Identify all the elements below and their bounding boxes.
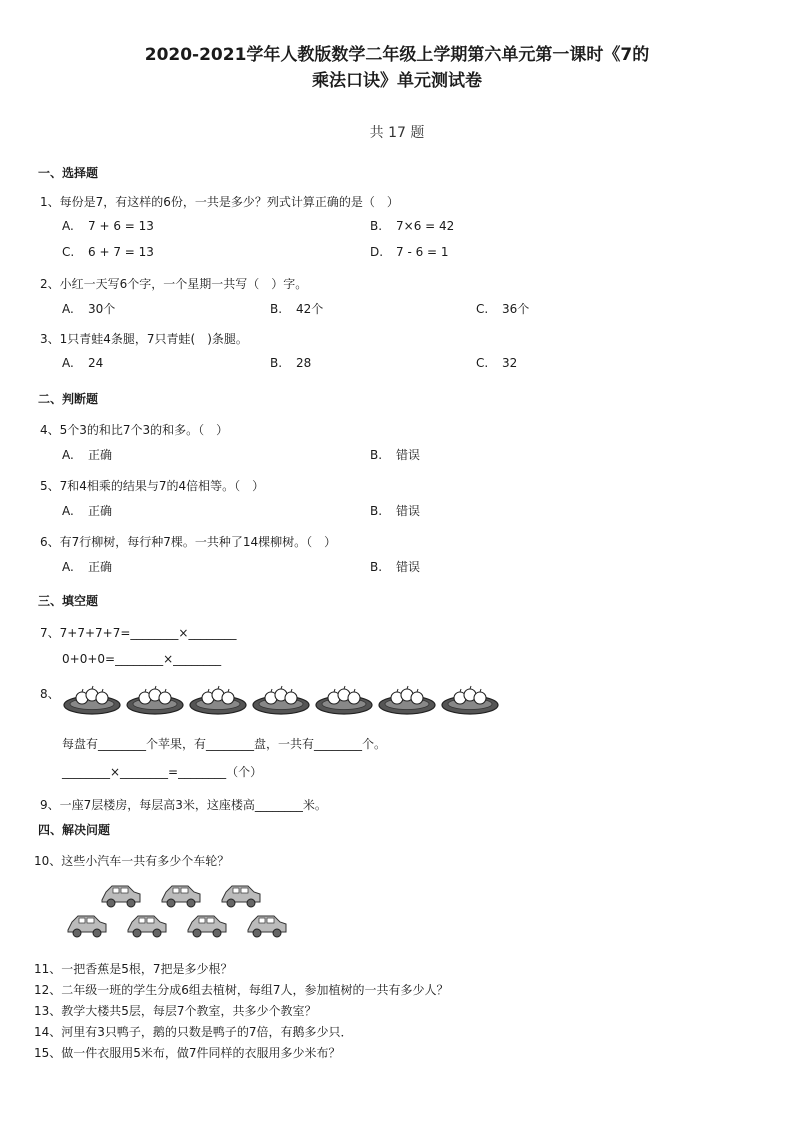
car-5 <box>128 916 166 937</box>
plate-7 <box>442 686 498 714</box>
plate-4 <box>253 686 309 714</box>
question-2-option-b[interactable] <box>270 300 323 317</box>
option-letter: A. <box>62 560 74 574</box>
question-8-label: 8、 <box>40 687 60 701</box>
apple-plates-image <box>62 683 502 717</box>
car-2 <box>162 886 200 907</box>
option-letter: B. <box>370 560 383 574</box>
car-1 <box>102 886 140 907</box>
question-2-stem: 2、小红一天写6个字，一个星期一共写（ ）字。 <box>40 277 308 291</box>
question-14-stem: 14、河里有3只鸭子，鹅的只数是鸭子的7倍，有鹅多少只． <box>34 1025 353 1039</box>
option-text: 7×6 = 42 <box>396 219 455 233</box>
option-letter: B. <box>370 219 383 233</box>
option-letter: B. <box>370 504 383 518</box>
car-4 <box>68 916 106 937</box>
question-3-option-a[interactable] <box>62 356 103 370</box>
option-text: 错误 <box>396 504 421 518</box>
car-7 <box>248 916 286 937</box>
question-5-stem: 5、7和4相乘的结果与7的4倍相等。（ ） <box>40 479 265 493</box>
page-title-line-1: 2020-2021学年人教版数学二年级上学期第六单元第一课时《7的 <box>144 45 650 65</box>
question-7-line-1: 7、7+7+7+7=________×________ <box>40 626 237 640</box>
option-letter: A. <box>62 302 74 316</box>
plate-2 <box>127 686 183 714</box>
question-13-stem: 13、教学大楼共5层，每层7个教室，共多少个教室？ <box>34 1004 317 1018</box>
car-6 <box>188 916 226 937</box>
option-letter: C. <box>62 245 75 259</box>
option-letter: C. <box>476 302 489 316</box>
question-7-line-2: 0+0+0=________×________ <box>62 652 222 666</box>
question-11-stem: 11、一把香蕉是5根，7把是多少根？ <box>34 962 233 976</box>
option-letter: A. <box>62 356 74 370</box>
question-5-option-a[interactable] <box>62 502 112 519</box>
option-text: 正确 <box>88 504 113 518</box>
question-1-option-a[interactable] <box>62 219 154 233</box>
question-4-stem: 4、5个3的和比7个3的和多。（ ） <box>40 423 229 437</box>
question-6-option-b[interactable] <box>370 558 420 575</box>
question-4-option-a[interactable] <box>62 446 112 463</box>
option-letter: A. <box>62 219 74 233</box>
question-3-option-c[interactable] <box>476 356 517 370</box>
question-12-stem: 12、二年级一班的学生分成6组去植树，每组7人，参加植树的一共有多少人？ <box>34 983 449 997</box>
option-letter: A. <box>62 448 74 462</box>
question-8-line-2: ________×________=________（个） <box>62 765 263 779</box>
option-text: 32 <box>502 356 518 370</box>
plate-3 <box>190 686 246 714</box>
option-text: 7 - 6 = 1 <box>396 245 449 259</box>
section-heading-problem-solving: 四、解决问题 <box>38 823 111 837</box>
option-text: 28 <box>296 356 312 370</box>
option-text: 30个 <box>88 302 116 316</box>
option-letter: A. <box>62 504 74 518</box>
question-2-option-c[interactable] <box>476 300 529 317</box>
option-letter: B. <box>270 302 283 316</box>
section-heading-fill-blank: 三、填空题 <box>38 594 99 608</box>
section-heading-judgement: 二、判断题 <box>38 392 99 406</box>
question-1-stem: 1、每份是7，有这样的6份，一共是多少？列式计算正确的是（ ） <box>40 195 399 209</box>
question-2-option-a[interactable] <box>62 300 115 317</box>
question-6-option-a[interactable] <box>62 558 112 575</box>
question-8-line-1: 每盘有________个苹果，有________盘，一共有________个。 <box>62 737 387 751</box>
option-text: 错误 <box>396 448 421 462</box>
plate-6 <box>379 686 435 714</box>
question-9-stem: 9、一座7层楼房，每层高3米，这座楼高________米。 <box>40 798 327 812</box>
option-letter: D. <box>370 245 384 259</box>
option-text: 错误 <box>396 560 421 574</box>
option-text: 7 + 6 = 13 <box>88 219 154 233</box>
option-letter: B. <box>370 448 383 462</box>
question-1-option-d[interactable] <box>370 245 449 259</box>
option-letter: B. <box>270 356 283 370</box>
option-text: 42个 <box>296 302 324 316</box>
question-10-stem: 10、这些小汽车一共有多少个车轮？ <box>34 854 230 868</box>
option-text: 24 <box>88 356 104 370</box>
option-text: 36个 <box>502 302 530 316</box>
question-1-option-b[interactable] <box>370 219 454 233</box>
option-text: 正确 <box>88 448 113 462</box>
section-heading-choice: 一、选择题 <box>38 166 99 180</box>
option-text: 正确 <box>88 560 113 574</box>
question-3-stem: 3、1只青蛙4条腿，7只青蛙( )条腿。 <box>40 332 248 346</box>
option-letter: C. <box>476 356 489 370</box>
plate-1 <box>64 686 120 714</box>
question-15-stem: 15、做一件衣服用5米布，做7件同样的衣服用多少米布？ <box>34 1046 341 1060</box>
question-1-option-c[interactable] <box>62 245 154 259</box>
page-title-line-2: 乘法口诀》单元测试卷 <box>312 71 482 91</box>
question-3-option-b[interactable] <box>270 356 311 370</box>
question-5-option-b[interactable] <box>370 502 420 519</box>
plate-5 <box>316 686 372 714</box>
option-text: 6 + 7 = 13 <box>88 245 154 259</box>
car-3 <box>222 886 260 907</box>
question-count: 共 17 题 <box>369 125 425 141</box>
question-4-option-b[interactable] <box>370 446 420 463</box>
cars-image <box>62 880 292 942</box>
question-6-stem: 6、有7行柳树，每行种7棵。一共种了14棵柳树。（ ） <box>40 535 337 549</box>
